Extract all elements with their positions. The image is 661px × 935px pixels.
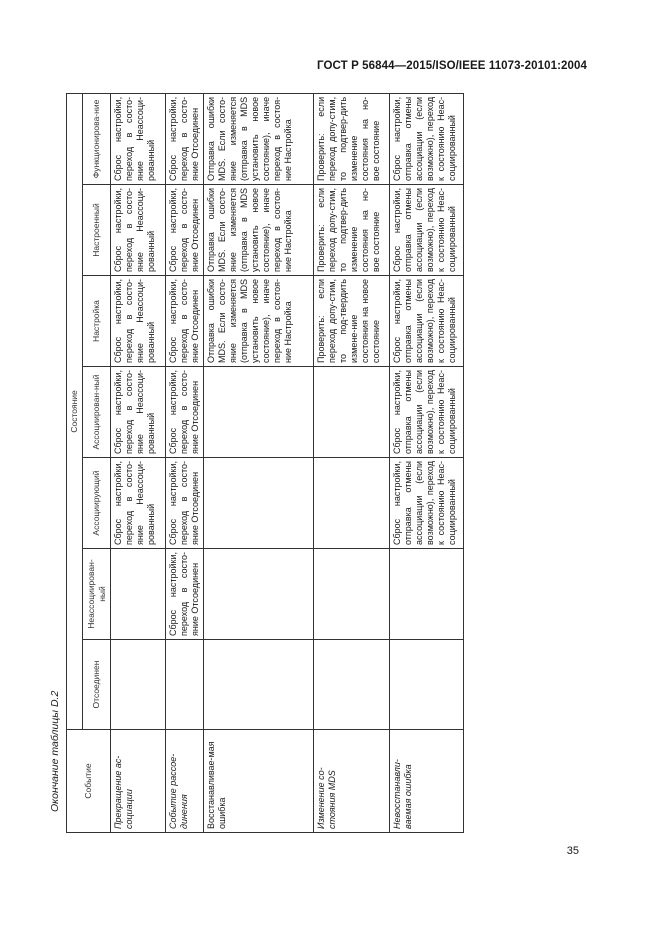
event-column-header: Событие — [67, 730, 111, 833]
state-transition-table — [66, 93, 464, 833]
table-cell: Сброс настройки, переход в состо-яние Отсоединен — [166, 185, 204, 276]
table-cell — [166, 640, 204, 730]
table-cell: Сброс настройки, отправка отмены ассоциации (если возможно), переход к состоянию Неас-социированный — [390, 185, 464, 276]
table-cell: Сброс настройки, переход в состо-яние Отсоединен — [166, 458, 204, 549]
page-number: 35 — [566, 845, 579, 857]
table-cell: Сброс настройки, отправка отмены ассоциации (если возможно), переход к состоянию Неас-социированный — [390, 367, 464, 458]
table-cell — [314, 458, 390, 549]
table-row — [204, 93, 314, 832]
table-cell: Сброс настройки, переход в состо-яние Неассоци-рованный — [111, 185, 166, 276]
table-cell: Сброс настройки, переход в состо-яние Отсоединен — [166, 367, 204, 458]
table-cell: Сброс настройки, отправка отмены ассоциации (если возможно), переход к состоянию Неас-социированный — [390, 458, 464, 549]
table-row — [390, 93, 464, 832]
column-header: Ассоциирующий — [83, 458, 111, 549]
table-row — [166, 93, 204, 832]
table-cell: Сброс настройки, переход в состо-яние Неассоци-рованный — [111, 367, 166, 458]
table-row — [111, 93, 166, 832]
event-cell: Невосстанавли-ваемая ошибка — [390, 730, 464, 833]
table-cell: Сброс настройки, отправка отмены ассоциации (если возможно), переход к состоянию Неас-социированный — [390, 93, 464, 184]
table-cell: Отправка ошибки MDS. Если состо-яние изменяется (отправка в MDS установить новое состояние), иначе переход в состоя-ние Настройка — [204, 93, 314, 184]
document-header: ГОСТ Р 56844—2015/ISO/IEEE 11073-20101:2004 — [317, 60, 587, 72]
table-row — [314, 93, 390, 832]
table-cell: Сброс настройки, переход в состо-яние Неассоци-рованный — [111, 276, 166, 367]
column-header: Настройка — [83, 276, 111, 367]
column-header: Ассоциирован-ный — [83, 367, 111, 458]
rotated-table-container — [66, 94, 461, 833]
table-cell — [204, 458, 314, 549]
table-cell: Проверить: если переход допу-стим, то подтвер-дить изменение состояния на но-вое состояние — [314, 185, 390, 276]
table-cell — [314, 367, 390, 458]
table-cell — [390, 640, 464, 730]
table-caption: Окончание таблицы D.2 — [49, 690, 61, 812]
table-cell: Сброс настройки, переход в состо-яние Отсоединен — [166, 93, 204, 184]
table-cell: Проверить: если переход допу-стим, то под-твердить измене-ние состояния на новое состояние — [314, 276, 390, 367]
event-cell: Событие рассое-динения — [166, 730, 204, 833]
table-cell — [204, 367, 314, 458]
state-group-header: Состояние — [67, 93, 83, 729]
table-cell — [314, 640, 390, 730]
table-cell: Отправка ошибки MDS. Если состо-яние изменяется (отправка в MDS установить новое состояние), иначе переход в состоя-ние Настройка — [204, 276, 314, 367]
event-cell: Прекращение ас-социации — [111, 730, 166, 833]
table-cell — [111, 640, 166, 730]
table-cell — [111, 549, 166, 640]
table-cell: Проверить: если переход допу-стим, то подтвер-дить изменение состояния на но-вое состояние — [314, 93, 390, 184]
table-cell: Сброс настройки, переход в состо-яние Неассоци-рованный — [111, 458, 166, 549]
table-cell: Отправка ошибки MDS. Если состо-яние изменяется (отправка в MDS установить новое состояние), иначе переход в состоя-ние Настройка — [204, 185, 314, 276]
event-cell: Изменение со-стояния MDS — [314, 730, 390, 833]
table-cell: Сброс настройки, переход в состо-яние Неассоци-рованный — [111, 93, 166, 184]
table-cell — [204, 640, 314, 730]
table-cell — [390, 549, 464, 640]
column-header: Настроенный — [83, 185, 111, 276]
column-header: Отсоединен — [83, 640, 111, 730]
table-cell: Сброс настройки, переход в состо-яние Отсоединен — [166, 549, 204, 640]
table-cell — [204, 549, 314, 640]
table-cell — [314, 549, 390, 640]
column-header: Неассоциирован-ный — [83, 549, 111, 640]
event-cell: Восстанавливае-мая ошибка — [204, 730, 314, 833]
table-cell: Сброс настройки, отправка отмены ассоциации (если возможно), переход к состоянию Неас-социированный — [390, 276, 464, 367]
column-header: Функционирова-ние — [83, 93, 111, 184]
table-cell: Сброс настройки, переход в состо-яние Отсоединен — [166, 276, 204, 367]
